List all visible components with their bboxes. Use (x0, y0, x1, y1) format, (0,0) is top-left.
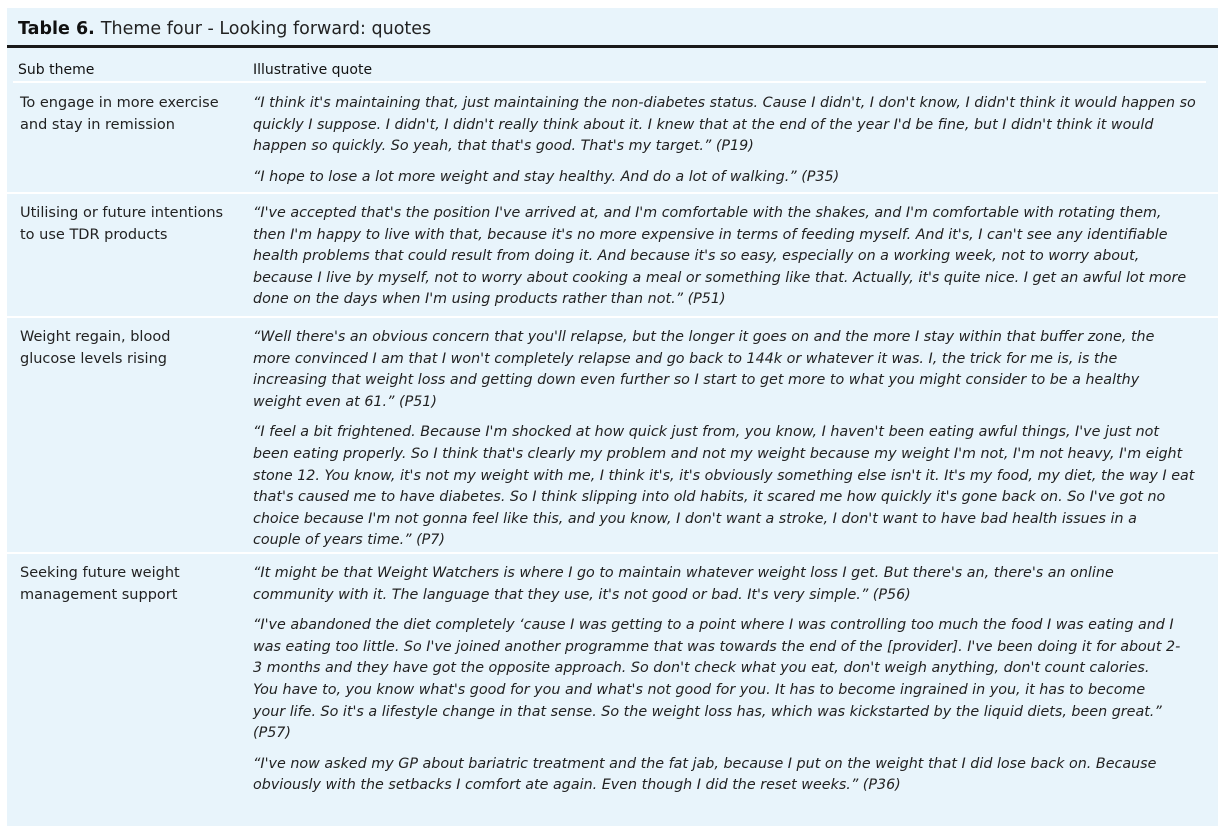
sub-theme-cell (20, 563, 238, 606)
illustrative-quote (253, 327, 1203, 413)
table-header-row (7, 48, 1218, 84)
quote-line: “I've abandoned the diet completely ‘cause I was getting to a point where I was controlling too much the food I was eating and I (253, 617, 1174, 634)
sub-theme-line: Seeking future weight (20, 565, 180, 581)
table-row (7, 84, 1218, 192)
header-divider (13, 81, 1206, 83)
quote-line: because I live by myself, not to worry about cooking a meal or something like that. Actually, it's quite nice. I get an awful lot more (253, 269, 1187, 286)
quote-line: increasing that weight loss and getting down even further so I start to get more to what you might consider to be a healthy (253, 372, 1140, 389)
column-header-illustrative-quote: Illustrative quote (253, 62, 373, 78)
quote-cell (253, 93, 1203, 197)
quote-line: “Well there's an obvious concern that you'll relapse, but the longer it goes on and the more I stay within that buffer zone, the (253, 329, 1155, 345)
sub-theme-line: To engage in more exercise (20, 95, 219, 111)
sub-theme-cell (20, 327, 238, 370)
quote-line: weight even at 61.” (P51) (253, 393, 437, 410)
table-row (7, 192, 1218, 316)
illustrative-quote (253, 93, 1203, 158)
sub-theme-line: Weight regain, blood (20, 329, 171, 345)
quote-line: then I'm happy to live with that, because it's no more expensive in terms of feeding myself. And it's, I can't see any identifiable (253, 226, 1168, 243)
sub-theme-line: Utilising or future intentions (20, 205, 224, 221)
sub-theme-line: management support (20, 586, 178, 603)
sub-theme-line: to use TDR products (20, 226, 168, 243)
quote-line: community with it. The language that they use, it's not good or bad. It's very simple.” (P56) (253, 586, 911, 603)
quote-cell (253, 203, 1203, 320)
quote-line: done on the days when I'm using products rather than not.” (P51) (253, 291, 726, 308)
table-caption (7, 8, 1218, 48)
table-row (7, 552, 1218, 802)
table-title: Theme four - Looking forward: quotes (100, 19, 432, 39)
sub-theme-line: and stay in remission (20, 116, 175, 133)
table-row (7, 316, 1218, 552)
table-label: Table 6. (18, 19, 95, 39)
quote-cell (253, 563, 1203, 806)
illustrative-quote (253, 167, 1203, 189)
column-header-sub-theme: Sub theme (18, 62, 95, 78)
illustrative-quote (253, 422, 1203, 552)
quote-line: been eating properly. So I think that's clearly my problem and not my weight because my weight I'm not, I'm not heavy, I'm eight (253, 445, 1183, 462)
quote-line: (P57) (253, 725, 291, 742)
quote-line: choice because I'm not gonna feel like this, and you know, I don't want a stroke, I don't want to have bad health issues in a (253, 510, 1137, 527)
quote-cell (253, 327, 1203, 561)
quote-line: health problems that could result from doing it. And because it's so easy, especially on a working week, not to worry about, (253, 248, 1140, 265)
quote-line: happen so quickly. So yeah, that that's good. That's my target.” (P19) (253, 138, 754, 155)
quote-line: more convinced I am that I won't completely relapse and go back to 144k or whatever it was. I, the trick for me is, is the (253, 350, 1118, 367)
illustrative-quote (253, 203, 1203, 311)
table (7, 8, 1218, 826)
quote-line: “I've accepted that's the position I've arrived at, and I'm comfortable with the shakes, and I'm comfortable with rotating them, (253, 205, 1162, 221)
quote-line: “I hope to lose a lot more weight and stay healthy. And do a lot of walking.” (P35) (253, 168, 840, 185)
quote-line: your life. So it's a lifestyle change in that sense. So the weight loss has, which was kickstarted by the liquid diets, been great.” (253, 703, 1162, 720)
quote-line: “I think it's maintaining that, just maintaining the non-diabetes status. Cause I didn't, I don't know, I didn't think it would happen so (253, 95, 1196, 111)
quote-line: quickly I suppose. I didn't, I didn't really think about it. I knew that at the end of the year I'd be fine, but I didn't think it would (253, 116, 1154, 133)
table-body (7, 84, 1218, 802)
quote-line: “I've now asked my GP about bariatric treatment and the fat jab, because I put on the weight that I did lose back on. Because (253, 755, 1157, 772)
sub-theme-cell (20, 203, 238, 246)
sub-theme-cell (20, 93, 238, 136)
sub-theme-line: glucose levels rising (20, 350, 167, 367)
quote-line: obviously with the setbacks I comfort ate again. Even though I did the reset weeks.” (P36) (253, 777, 901, 794)
illustrative-quote (253, 563, 1203, 606)
illustrative-quote (253, 754, 1203, 797)
quote-line: couple of years time.” (P7) (253, 532, 445, 549)
quote-line: You have to, you know what's good for you and what's not good for you. It has to become ingrained in you, it has to become (253, 681, 1146, 698)
illustrative-quote (253, 615, 1203, 745)
quote-line: that's caused me to have diabetes. So I think slipping into old habits, it scared me how quickly it's gone back on. So I've got no (253, 489, 1166, 506)
quote-line: was eating too little. So I've joined another programme that was towards the end of the [provider]. I've been doing it for about 2- (253, 638, 1181, 655)
quote-line: “I feel a bit frightened. Because I'm shocked at how quick just from, you know, I haven't been eating awful things, I've just not (253, 424, 1160, 441)
quote-line: “It might be that Weight Watchers is where I go to maintain whatever weight loss I get. But there's an, there's an online (253, 565, 1114, 581)
quote-line: 3 months and they have got the opposite approach. So don't check what you eat, don't weigh anything, don't count calories. (253, 660, 1150, 677)
quote-line: stone 12. You know, it's not my weight with me, I think it's, it's obviously something else isn't it. It's my food, my diet, the way I eat (253, 467, 1195, 484)
